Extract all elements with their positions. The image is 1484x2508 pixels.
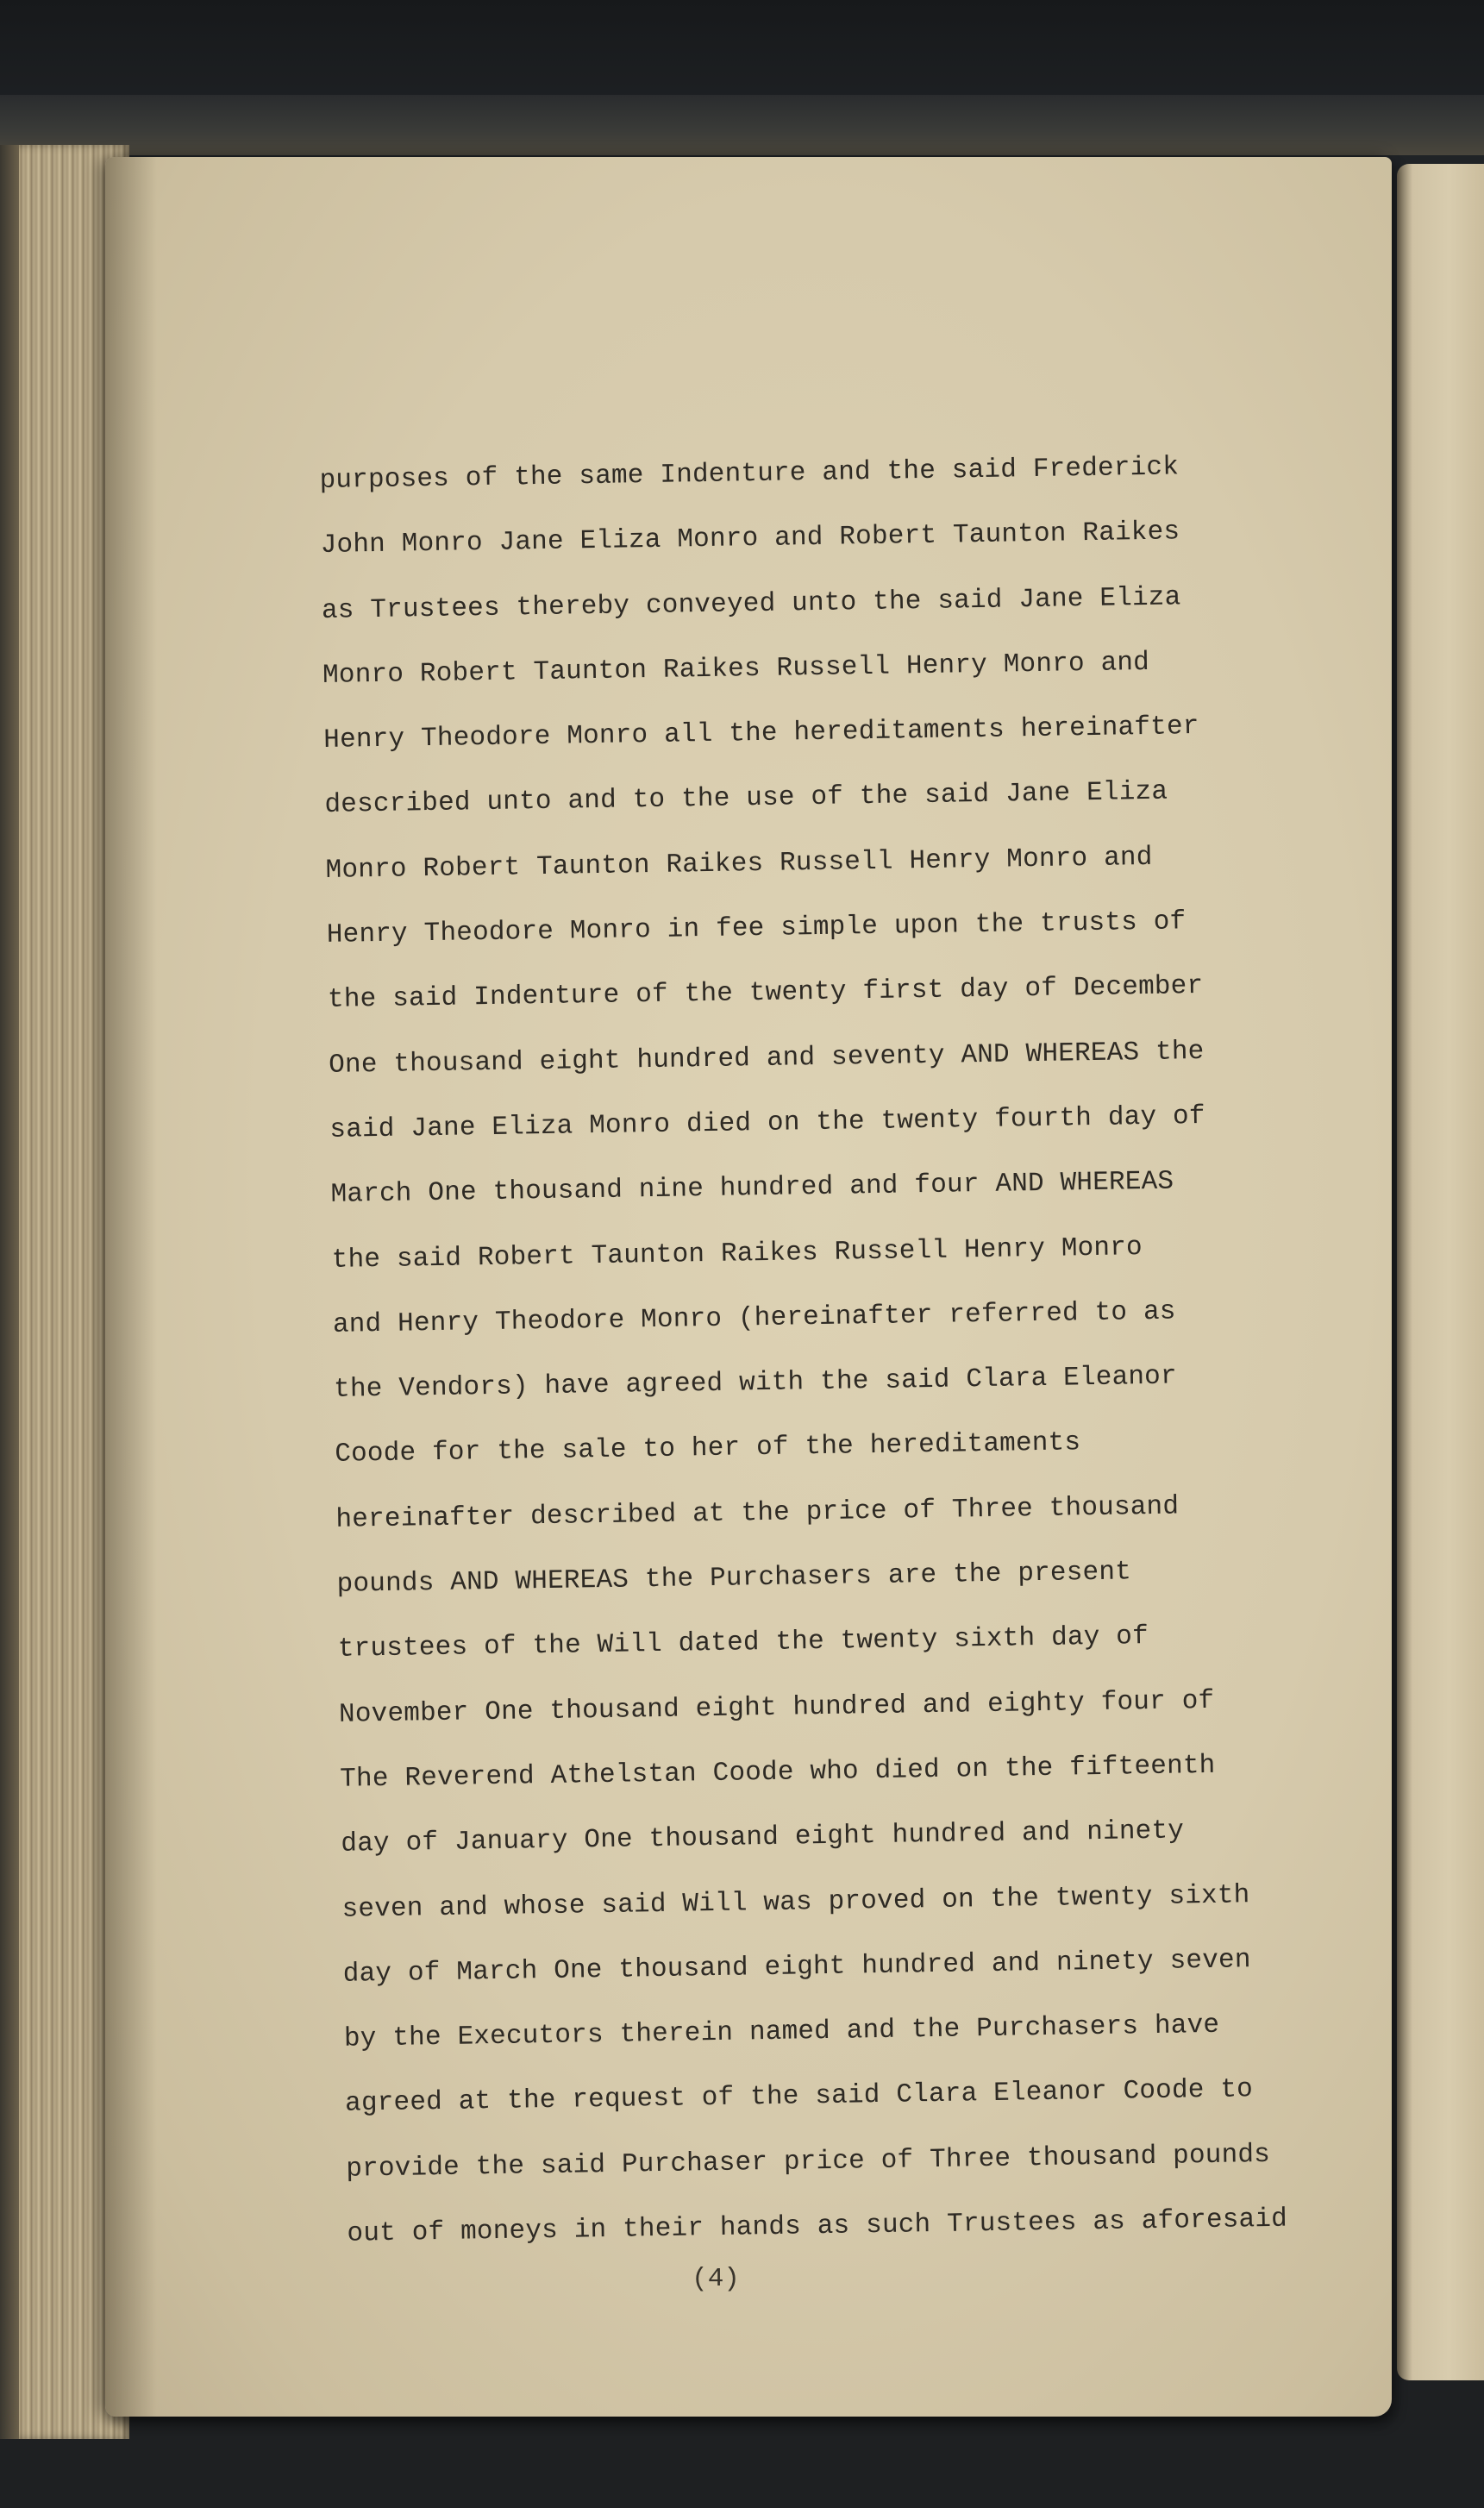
- text-line: Coode for the sale to her of the hereditaments: [335, 1427, 1081, 1470]
- text-line: Monro Robert Taunton Raikes Russell Henry Monro and: [322, 647, 1150, 691]
- text-line: day of January One thousand eight hundred and ninety: [341, 1815, 1185, 1860]
- book-binding: [0, 95, 1484, 155]
- text-line: John Monro Jane Eliza Monro and Robert Taunton Raikes: [320, 517, 1180, 561]
- text-line: the said Indenture of the twenty first day of December: [327, 971, 1204, 1016]
- text-line: by the Executors therein named and the Purchasers have: [343, 2010, 1220, 2054]
- text-line: seven and whose said Will was proved on the twenty sixth: [341, 1879, 1250, 1925]
- text-line: said Jane Eliza Monro died on the twenty fourth day of: [329, 1100, 1205, 1145]
- text-line: the Vendors) have agreed with the said Clara Eleanor: [333, 1361, 1178, 1406]
- page-number: (4): [692, 2264, 740, 2294]
- text-line: November One thousand eight hundred and eighty four of: [338, 1685, 1215, 1730]
- text-line: March One thousand nine hundred and four AND WHEREAS: [330, 1166, 1174, 1211]
- text-line: The Reverend Athelstan Coode who died on the fifteenth: [339, 1750, 1216, 1795]
- typed-text-block: [319, 432, 1417, 2267]
- text-line: trustees of the Will dated the twenty sixth day of: [337, 1621, 1149, 1665]
- text-line: and Henry Theodore Monro (hereinafter referred to as: [332, 1296, 1176, 1340]
- text-line: day of March One thousand eight hundred and ninety seven: [342, 1945, 1251, 1990]
- text-line: Monro Robert Taunton Raikes Russell Henry Monro and: [325, 842, 1153, 886]
- text-line: out of moneys in their hands as such Trustees as aforesaid: [347, 2204, 1288, 2249]
- text-line: pounds AND WHEREAS the Purchasers are the present: [336, 1557, 1132, 1600]
- text-line: agreed at the request of the said Clara Eleanor Coode to: [344, 2074, 1254, 2120]
- text-line: the said Robert Taunton Raikes Russell Henry Monro: [331, 1232, 1143, 1276]
- text-line: provide the said Purchaser price of Three thousand pounds: [346, 2139, 1271, 2185]
- text-line: One thousand eight hundred and seventy AND WHEREAS the: [328, 1036, 1205, 1081]
- text-line: Henry Theodore Monro in fee simple upon the trusts of: [326, 906, 1187, 951]
- book-cover-edge: [0, 145, 19, 2439]
- text-line: hereinafter described at the price of Three thousand: [335, 1491, 1180, 1535]
- text-line: Henry Theodore Monro all the hereditaments hereinafter: [323, 712, 1199, 756]
- page-gutter-shadow: [105, 157, 157, 2417]
- text-line: described unto and to the use of the said Jane Eliza: [324, 777, 1168, 821]
- text-line: purposes of the same Indenture and the said Frederick: [319, 452, 1180, 496]
- text-line: as Trustees thereby conveyed unto the said Jane Eliza: [321, 581, 1181, 626]
